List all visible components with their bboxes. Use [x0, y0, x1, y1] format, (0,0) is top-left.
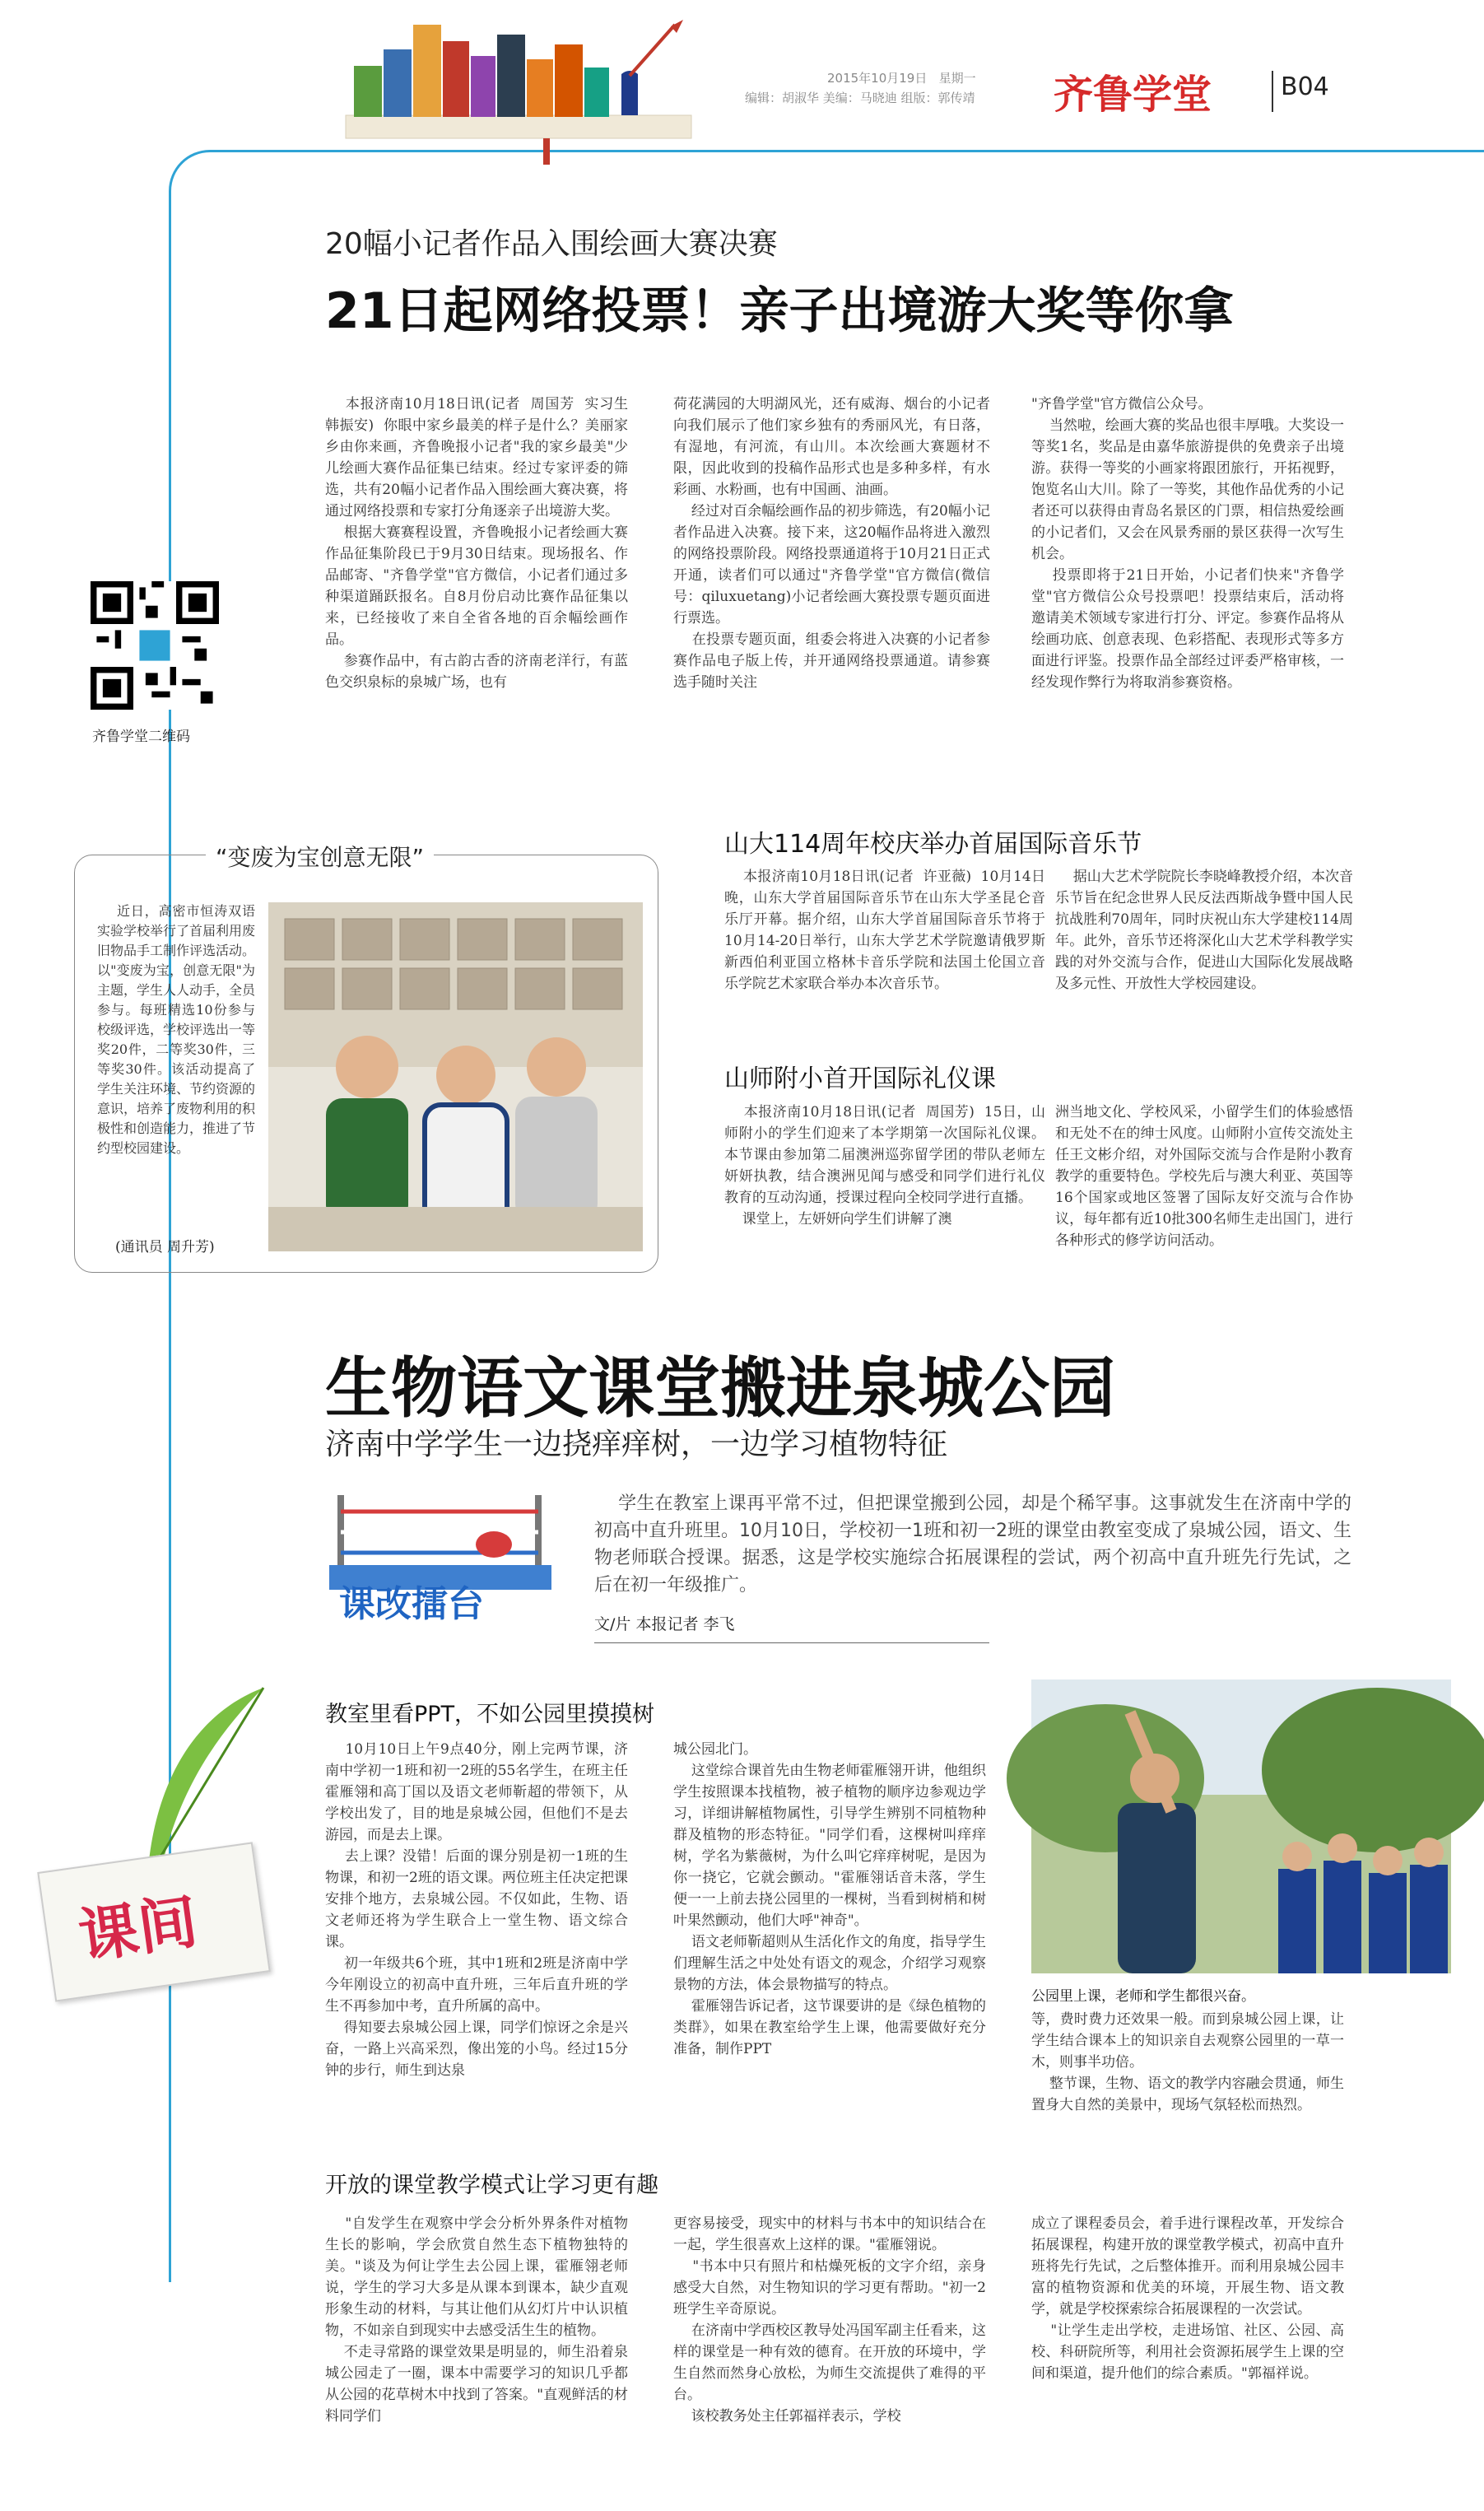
- etiquette-col2: 洲当地文化、学校风采，小留学生们的体验感悟和无处不在的绅士风度。山师附小宣传交流处主任王文彬介绍，对外国际交流与合作是附小教育教学的重要特色。学校先后与澳大利亚、英国等16个国家或地区签署了国际友好交流与合作协议，每年都有近10批300名师生走出国门，进行各种形式的修学访问活动。: [1055, 1104, 1353, 1249]
- music-col1: 本报济南10月18日讯(记者 许亚薇) 10月14日晚，山东大学首届国际音乐节在山东大学圣昆仑音乐厅开幕。据介绍，山东大学首届国际音乐节将于10月14-20日举行，山东大学艺术学院邀请俄罗斯新西伯利亚国立格林卡音乐学院和法国土伦国立音乐学院艺术家联合举办本次音乐节。: [724, 869, 1045, 992]
- sub2-title: 开放的课堂教学模式让学习更有趣: [325, 2173, 658, 2198]
- music-title: 山大114周年校庆举办首届国际音乐节: [724, 830, 1142, 859]
- page-number: B04: [1281, 72, 1329, 101]
- story1-kicker: 20幅小记者作品入围绘画大赛决赛: [325, 227, 778, 261]
- box-credit: (通讯员 周升芳): [115, 1239, 215, 1256]
- box-text: 近日，高密市恒涛双语实验学校举行了首届利用废旧物品手工制作评选活动。以"变废为宝，创意无限"为主题，学生人人动手，全员参与。每班精选10份参与校级评选，学校评选出一等奖20件，二等奖30件，三等奖30件。该活动提高了学生关注环境、节约资源的意识，培养了废物利用的积极性和创造能力，推进了节约型校园建设。: [97, 903, 256, 1156]
- header-divider: [1272, 71, 1273, 112]
- sub2-col3: 成立了课程委员会，着手进行课程改革，开发综合拓展课程，构建开放的课堂教学模式，初高中直升班将先行先试，之后整体推开。而利用泉城公园丰富的植物资源和优美的环境，开展生物、语文教学，就是学校探索综合拓展课程的一次尝试。 "让学生走出学校，走进场馆、社区、公园、高校、科研院所等，利用社会资源拓展学生上课的空间和渠道，提升他们的综合素质。"郭福祥说。: [1031, 2215, 1344, 2382]
- qr-label: 齐鲁学堂二维码: [92, 729, 190, 745]
- box-photo: [268, 902, 643, 1251]
- photo-caption: 公园里上课，老师和学生都很兴奋。: [1031, 1988, 1255, 2005]
- music-col2: 据山大艺术学院院长李晓峰教授介绍，本次音乐节旨在纪念世界人民反法西斯战争暨中国人民抗战胜利70周年，同时庆祝山东大学建校114周年。此外，音乐节还将深化山大艺术学科教学实践的对外交流与合作，促进山大国际化发展战略及多元性、开放性大学校园建设。: [1055, 869, 1353, 992]
- books-illustration: [346, 16, 691, 165]
- feature-byline: 文/片 本报记者 李飞: [594, 1615, 735, 1633]
- feature-badge: 课改擂台: [339, 1583, 484, 1625]
- sub2-col2: 更容易接受，现实中的材料与书本中的知识结合在一起，学生很喜欢上这样的课。"霍雁翎说。 "书本中只有照片和枯燥死板的文字介绍，亲身感受大自然，对生物知识的学习更有帮助。"初一2班学生辛奇原说。 在济南中学西校区教导处冯国军副主任看来，这样的课堂是一种有效的德育。在开放的环境中，学生自然而然身心放松，为师生交流提供了难得的平台。 该校教务处主任郭福祥表示，学校: [673, 2215, 987, 2425]
- story1-col2: 荷花满园的大明湖风光，还有威海、烟台的小记者向我们展示了他们家乡独有的秀丽风光，有日落，有湿地，有河流，有山川。本次绘画大赛题材不限，因此收到的投稿作品形式也是多种多样，有水彩画、水粉画，也有中国画、油画。 经过对百余幅绘画作品的初步筛选，有20幅小记者作品进入决赛。接下来，这20幅作品将进入激烈的网络投票阶段。网络投票通道将于10月21日正式开通，读者们可以通过"齐鲁学堂"官方微信(微信号：qiluxuetang)小记者绘画大赛投票专题页面进行票选。 在投票专题页面，组委会将进入决赛的小记者参赛作品电子版上传，并开通网络投票通道。请参赛选手随时关注: [673, 396, 990, 691]
- header-date: 2015年10月19日: [827, 71, 928, 86]
- story1-col1: 本报济南10月18日讯(记者 周国芳 实习生 韩振安) 你眼中家乡最美的样子是什么？美丽家乡由你来画，齐鲁晚报小记者"我的家乡最美"少儿绘画大赛作品征集已结束。经过专家评委的筛选，共有20幅小记者作品入围绘画大赛决赛，将通过网络投票和专家打分角逐亲子出境游大奖。 根据大赛赛程设置，齐鲁晚报小记者绘画大赛作品征集阶段已于9月30日结束。现场报名、作品邮寄、"齐鲁学堂"官方微信，小记者们通过多种渠道踊跃报名。自8月份启动比赛作品征集以来，已经接收了来自全省各地的百余幅绘画作品。 参赛作品中，有古韵古香的济南老洋行，有蓝色交织泉标的泉城广场，也有: [325, 396, 628, 691]
- feature-subtitle: 济南中学学生一边挠痒痒树，一边学习植物特征: [325, 1428, 948, 1461]
- header-staff: 编辑：胡淑华 美编：马晓迪 组版：郭传靖: [745, 91, 975, 105]
- header-weekday: 星期一: [938, 71, 976, 86]
- column-title: 齐鲁学堂: [1054, 72, 1212, 118]
- sub1-col2: 城公园北门。 这堂综合课首先由生物老师霍雁翎开讲，他组织学生按照课本找植物，被子植物的顺序边参观边学习，详细讲解植物属性，引导学生辨别不同植物种群及植物的形态特征。"同学们看，这棵树叫痒痒树，学名为紫薇树，为什么叫它痒痒树呢，是因为你一挠它，它就会颤动。"霍雁翎话音未落，学生便一一上前去挠公园里的一棵树，当看到树梢和树叶果然颤动，他们大呼"神奇"。 语文老师靳超则从生活化作文的角度，指导学生们理解生活之中处处有语文的观念，介绍学习观察景物的方法，体会景物描写的特点。 霍雁翎告诉记者，这节课要讲的是《绿色植物的类群》，如果在教室给学生上课，他需要做好充分准备，制作PPT: [673, 1741, 987, 2057]
- side-stamp: 课间: [74, 1886, 202, 1972]
- etiquette-title: 山师附小首开国际礼仪课: [724, 1064, 996, 1093]
- story1-title: 21日起网络投票！亲子出境游大奖等你拿: [325, 282, 1234, 340]
- box-title: “变废为宝创意无限”: [206, 840, 434, 873]
- etiquette-col1: 本报济南10月18日讯(记者 周国芳) 15日，山师附小的学生们迎来了本学期第一次国际礼仪课。本节课由参加第二届澳洲巡弥留学团的带队老师左妍妍执教，结合澳洲见闻与感受和同学们进行礼仪教育的互动沟通，授课过程向全校同学进行直播。 课堂上，左妍妍向学生们讲解了澳: [724, 1104, 1045, 1228]
- sub2-col1: "自发学生在观察中学会分析外界条件对植物生长的影响，学会欣赏自然生态下植物独特的美。"谈及为何让学生去公园上课，霍雁翎老师说，学生的学习大多是从课本到课本，缺少直观形象生动的材料，与其让他们从幻灯片中认识植物，不如亲自到现实中去感受活生生的植物。 不走寻常路的课堂效果是明显的，师生沿着泉城公园走了一圈，课本中需要学习的知识几乎都从公园的花草树木中找到了答案。"直观鲜活的材料同学们: [325, 2215, 628, 2425]
- story1-col3: "齐鲁学堂"官方微信公众号。 当然啦，绘画大赛的奖品也很丰厚哦。大奖设一等奖1名，奖品是由嘉华旅游提供的免费亲子出境游。获得一等奖的小画家将跟团旅行，开拓视野，饱览名山大川。除了一等奖，其他作品优秀的小记者还可以获得由青岛名景区的门票，相信热爱绘画的小记者们，又会在风景秀丽的景区获得一次写生机会。 投票即将于21日开始，小记者们快来"齐鲁学堂"官方微信公众号投票吧！投票结束后，活动将邀请美术领域专家进行打分、评定。参赛作品将从绘画功底、创意表现、色彩搭配、表现形式等多方面进行评鉴。投票作品全部经过评委严格审核，一经发现作弊行为将取消参赛资格。: [1031, 396, 1345, 691]
- sub1-title: 教室里看PPT，不如公园里摸摸树: [325, 1702, 655, 1727]
- guide-line-curve: [169, 150, 251, 232]
- byline-rule: [594, 1642, 989, 1643]
- qr-code-icon[interactable]: [91, 581, 219, 710]
- feature-title: 生物语文课堂搬进泉城公园: [325, 1350, 1115, 1427]
- park-class-photo: [1031, 1679, 1451, 1973]
- feature-lead: 学生在教室上课再平常不过，但把课堂搬到公园，却是个稀罕事。这事就发生在济南中学的初高中直升班里。10月10日，学校初一1班和初一2班的课堂由教室变成了泉城公园，语文、生物老师联合授课。据悉，这是学校实施综合拓展课程的尝试，两个初高中直升班先行先试，之后在初一年级推广。: [594, 1493, 1351, 1596]
- sub1-col1: 10月10日上午9点40分，刚上完两节课，济南中学初一1班和初一2班的55名学生，在班主任霍雁翎和高丁国以及语文老师靳超的带领下，从学校出发了，目的地是泉城公园，但他们不是去游园，而是去上课。 去上课？没错！后面的课分别是初一1班的生物课，和初一2班的语文课。两位班主任决定把课安排个地方，去泉城公园。不仅如此，生物、语文老师还将为学生联合上一堂生物、语文综合课。 初一年级共6个班，其中1班和2班是济南中学今年刚设立的初高中直升班，三年后直升班的学生不再参加中考，直升所属的高中。 得知要去泉城公园上课，同学们惊讶之余是兴奋，一路上兴高采烈，像出笼的小鸟。经过15分钟的步行，师生到达泉: [325, 1741, 628, 2079]
- sub1-col3: 等，费时费力还效果一般。而到泉城公园上课，让学生结合课本上的知识亲自去观察公园里的一草一木，则事半功倍。 整节课，生物、语文的教学内容融会贯通，师生置身大自然的美景中，现场气氛轻松而热烈。: [1031, 2011, 1345, 2113]
